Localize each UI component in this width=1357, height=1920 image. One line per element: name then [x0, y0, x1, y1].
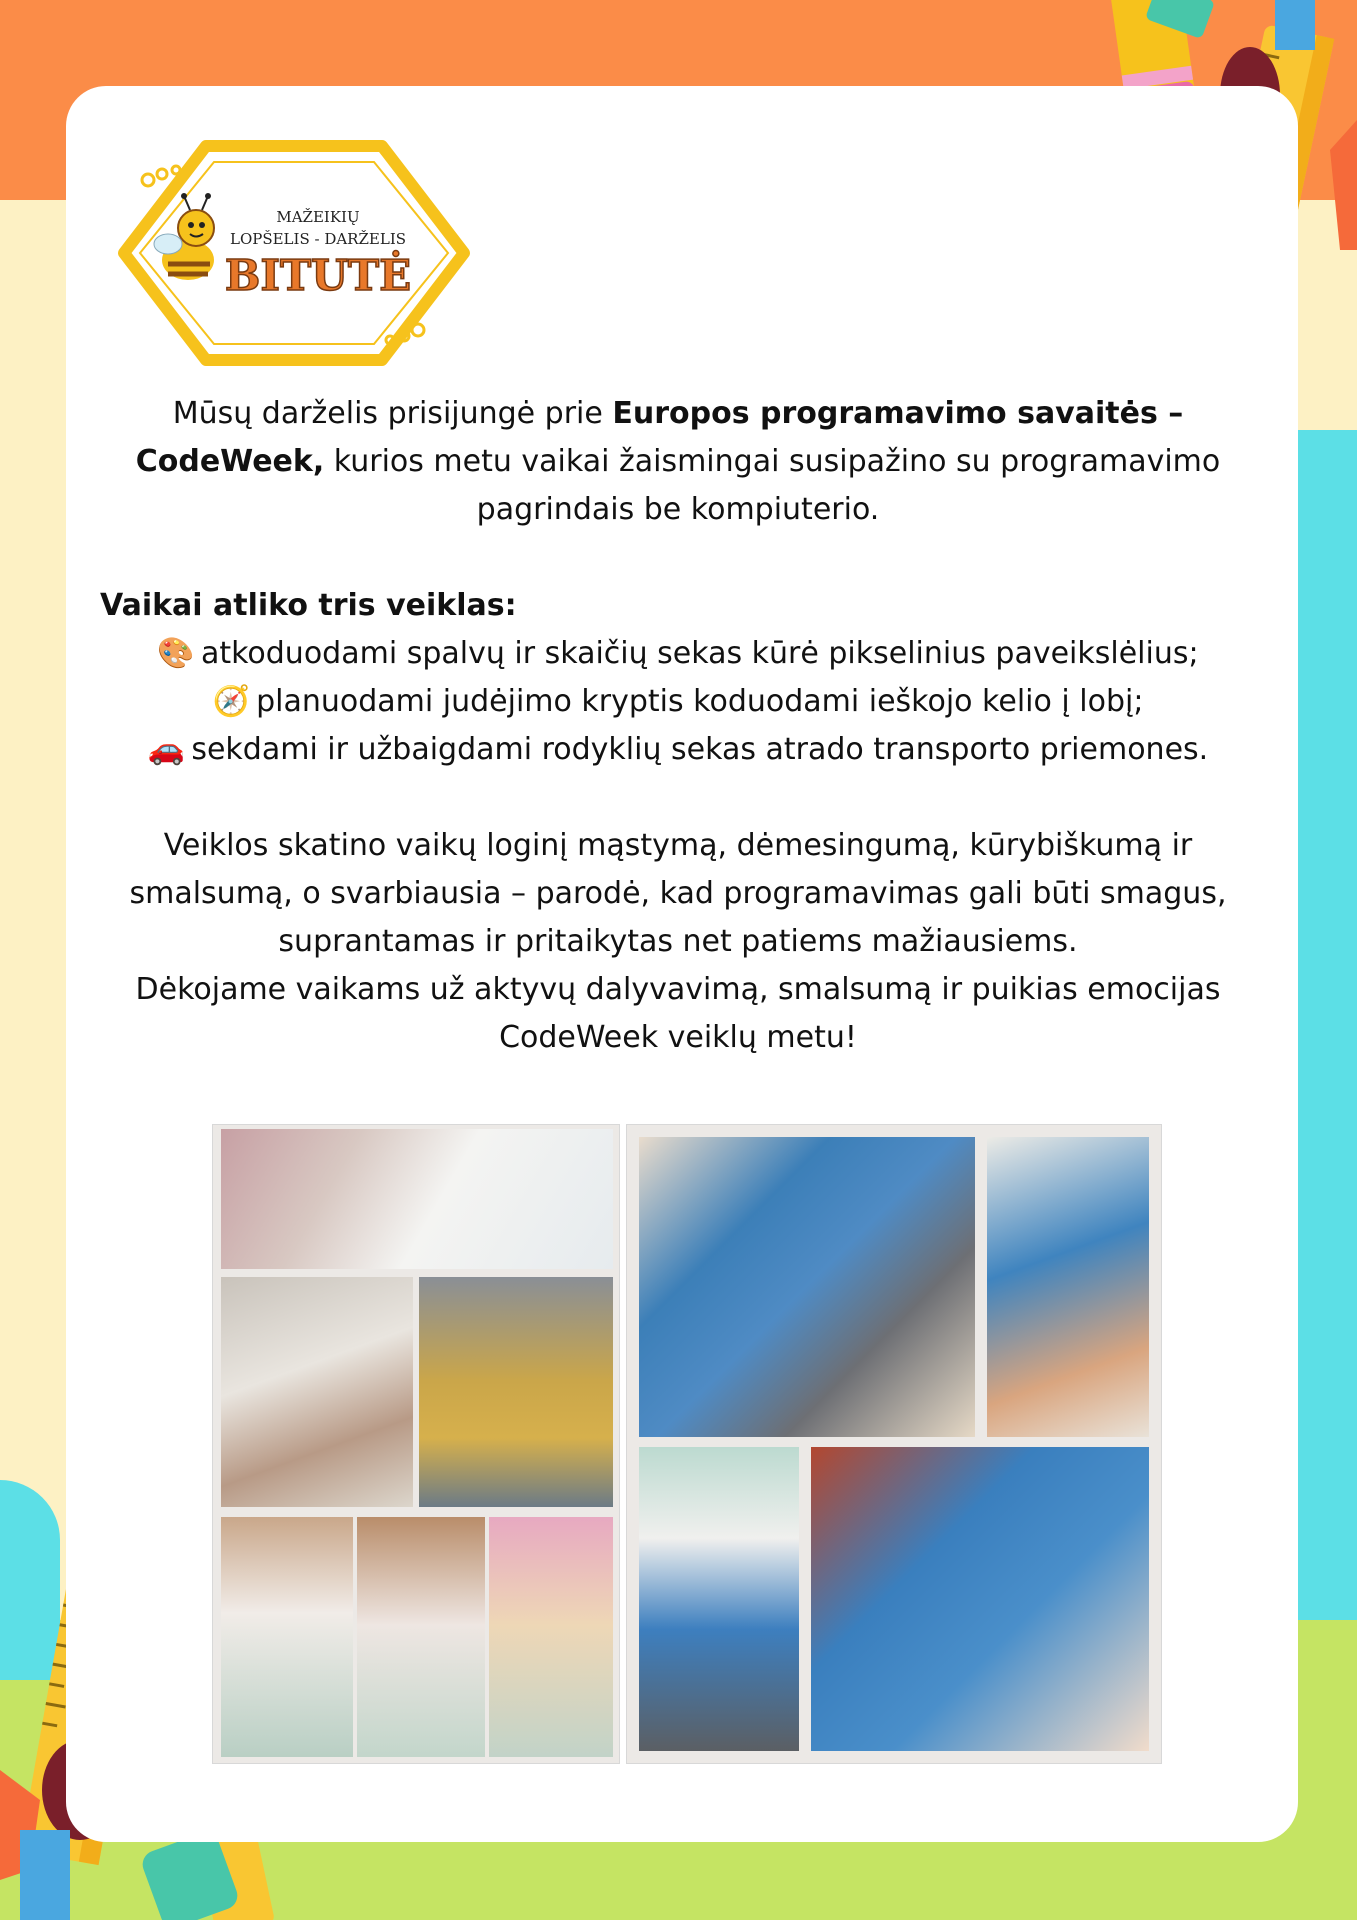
palette-icon: 🎨	[157, 636, 195, 671]
activity-text: sekdami ir užbaigdami rodyklių sekas atrado transporto priemones.	[191, 732, 1209, 767]
photo-classroom	[419, 1277, 613, 1507]
photo-collage-right	[626, 1124, 1162, 1764]
intro-paragraph	[90, 390, 1266, 534]
kindergarten-logo	[118, 140, 470, 366]
car-icon: 🚗	[147, 732, 186, 767]
photo-map-closeup	[987, 1137, 1149, 1437]
photo-collage-left	[212, 1124, 620, 1764]
logo-name: BITUTĖ	[224, 251, 412, 300]
activity-text: planuodami judėjimo kryptis koduodami ieškojo kelio į lobį;	[256, 684, 1144, 719]
closing-paragraph	[90, 822, 1266, 1062]
intro-part1: Mūsų darželis prisijungė prie	[172, 396, 613, 431]
photo-map-child	[639, 1447, 799, 1751]
logo-line1: MAŽEIKIŲ	[276, 208, 360, 226]
activities-heading: Vaikai atliko tris veiklas:	[100, 588, 517, 623]
list-item	[90, 630, 1266, 678]
photo-worksheet	[221, 1129, 613, 1269]
photo-child-2	[357, 1517, 485, 1757]
intro-bold: Europos programavimo savaitės – CodeWeek,	[135, 396, 1184, 479]
photo-treasure-map	[639, 1137, 975, 1437]
closing-line2: Dėkojame vaikams už aktyvų dalyvavimą, smalsumą ir puikias emocijas CodeWeek veiklų metu!	[135, 972, 1221, 1055]
photo-child-1	[221, 1517, 353, 1757]
logo-line2: LOPŠELIS - DARŽELIS	[229, 230, 407, 248]
photo-child-3	[489, 1517, 613, 1757]
photo-map-hands	[811, 1447, 1149, 1751]
activity-text: atkoduodami spalvų ir skaičių sekas kūrė pikselinius paveikslėlius;	[200, 636, 1199, 671]
activities-list	[90, 630, 1266, 774]
compass-icon: 🧭	[212, 684, 250, 719]
closing-line1: Veiklos skatino vaikų loginį mąstymą, dėmesingumą, kūrybiškumą ir smalsumą, o svarbiausia – parodė, kad programavimas gali būti smagus, suprantamas ir pritaikytas net patiems mažiausiems.	[129, 828, 1227, 959]
list-item	[90, 726, 1266, 774]
photo-child-drawing	[221, 1277, 413, 1507]
intro-part2: kurios metu vaikai žaismingai susipažino su programavimo pagrindais be kompiuterio.	[324, 444, 1221, 527]
list-item	[90, 678, 1266, 726]
